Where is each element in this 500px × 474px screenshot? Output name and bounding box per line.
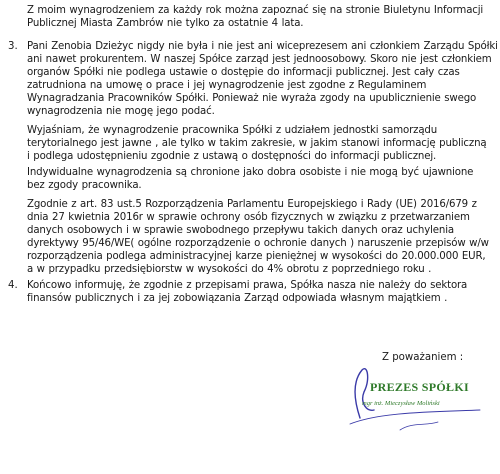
text-line: bez zgody pracownika. bbox=[27, 180, 142, 191]
text-line: Z moim wynagrodzeniem za każdy rok można zapoznać się na stronie Biuletynu Informacji bbox=[27, 5, 484, 16]
stamp-name: mgr inż. Mieczysław Moliński bbox=[362, 400, 440, 407]
text-line: danych osobowych i w sprawie swobodnego przepływu takich danych oraz uchylenia bbox=[27, 225, 455, 236]
text-line: finansów publicznych i za jej zobowiązania Zarząd odpowiada własnym majątkiem . bbox=[27, 293, 448, 304]
text-line: Zgodnie z art. 83 ust.5 Rozporządzenia Parlamentu Europejskiego i Rady (UE) 2016/679 z bbox=[27, 199, 477, 210]
text-line: terytorialnego jest jawne , ale tylko w takim zakresie, w jakim stanowi informację publiczną bbox=[27, 138, 487, 149]
text-line: Indywidualne wynagrodzenia są chronione jako dobra osobiste i nie mogą być ujawnione bbox=[27, 167, 474, 178]
text-line: dnia 27 kwietnia 2016r w sprawie ochrony osób fizycznych w związku z przetwarzaniem bbox=[27, 212, 470, 223]
text-line: zatrudniona na umowę o prace i jej wynagrodzenie jest zgodne z Regulaminem bbox=[27, 80, 427, 91]
paragraph-number: 3. bbox=[8, 41, 18, 52]
text-line: Końcowo informuję, że zgodnie z przepisami prawa, Spółka nasza nie należy do sektora bbox=[27, 280, 468, 291]
text-line: a w przypadku przedsiębiorstw w wysokości do 4% obrotu z poprzedniego roku . bbox=[27, 264, 432, 275]
text-line: rozporządzenia podlega administracyjnej karze pieniężnej w wysokości do 20.000.000 EUR, bbox=[27, 251, 486, 262]
text-line: i podlega udostępnieniu zgodnie z ustawą o dostępności do informacji publicznej. bbox=[27, 151, 437, 162]
text-line: Pani Zenobia Dzieżyc nigdy nie była i nie jest ani wiceprezesem ani członkiem Zarządu Spółki bbox=[27, 41, 498, 52]
closing-salutation: Z poważaniem : bbox=[382, 352, 464, 363]
text-line: Publicznej Miasta Zambrów nie tylko za ostatnie 4 lata. bbox=[27, 18, 304, 29]
text-line: dyrektywy 95/46/WE( ogólne rozporządzenie o ochronie danych ) naruszenie przepisów w/w bbox=[27, 238, 489, 249]
text-line: wynagrodzenia nie mogę jego podać. bbox=[27, 106, 215, 117]
text-line: Wynagradzania Pracowników Spółki. Ponieważ nie wyraża zgody na upublicznienie swego bbox=[27, 93, 477, 104]
text-line: ani nawet prokurentem. W naszej Spółce zarząd jest jednoosobowy. Skoro nie jest członkiem bbox=[27, 54, 492, 65]
paragraph-number: 4. bbox=[8, 280, 18, 291]
stamp-title: PREZES SPÓŁKI bbox=[370, 380, 469, 394]
text-line: organów Spółki nie podlega ustawie o dostępie do informacji publicznej. Jest cały czas bbox=[27, 67, 460, 78]
signature-stamp bbox=[340, 352, 490, 452]
text-line: Wyjaśniam, że wynagrodzenie pracownika Spółki z udziałem jednostki samorządu bbox=[27, 125, 438, 136]
